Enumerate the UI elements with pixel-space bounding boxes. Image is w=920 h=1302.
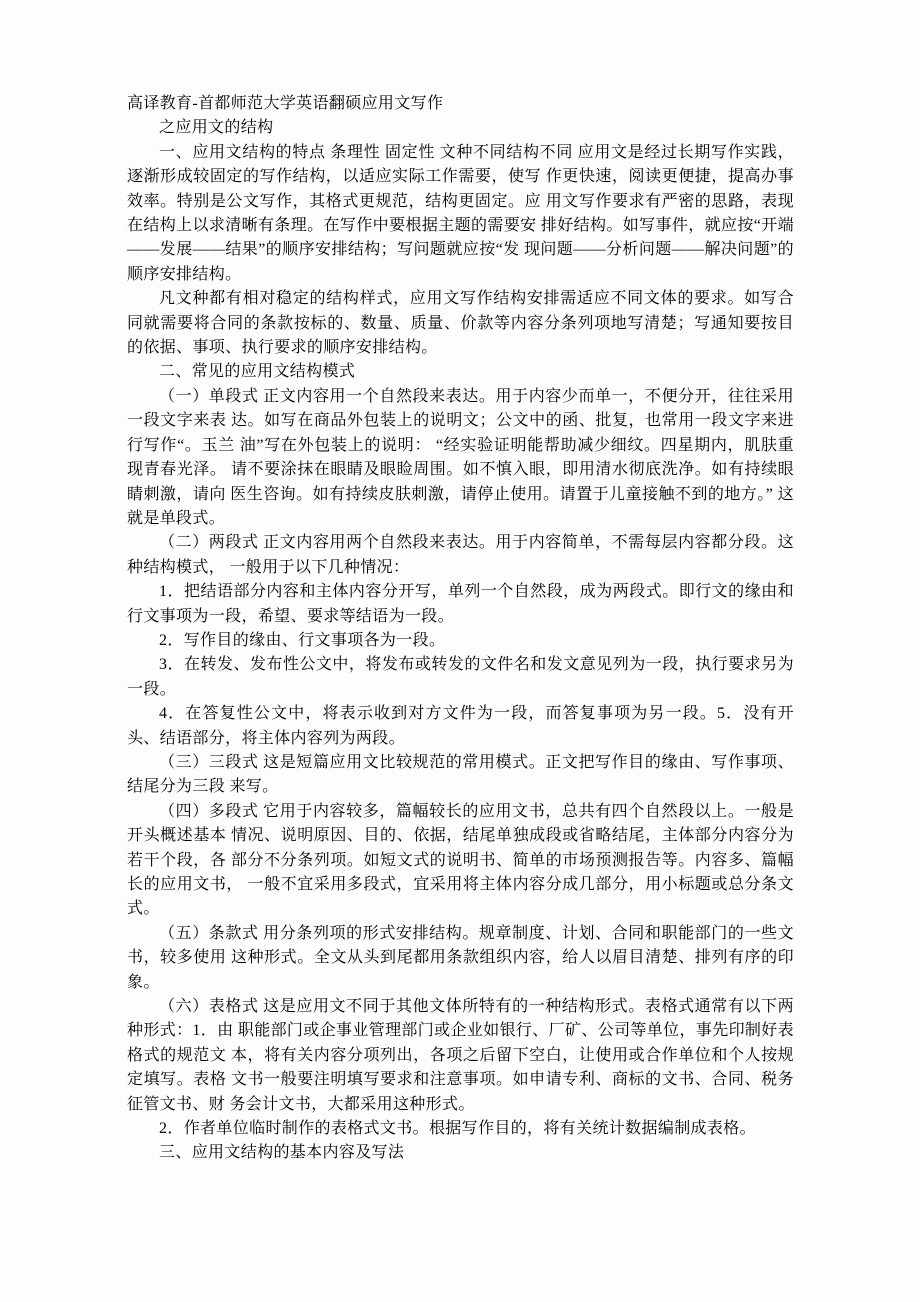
para-stable-structure: 凡文种都有相对稳定的结构样式，应用文写作结构安排需适应不同文体的要求。如写合同就需要将合同的条款按标的、数量、质量、价款等内容分条列项地写清楚；写通知要按目的依据、事项、执行要求的顺序安排结构。 bbox=[127, 290, 794, 357]
para-table-style: （六）表格式 这是应用文不同于其他文体所特有的一种结构形式。表格式通常有以下两种形式：1．由 职能部门或企事业管理部门或企业如银行、厂矿、公司等单位，事先印制好表格式的规范文 本，将有关内容分项列出，各项之后留下空白，让使用或合作单位和个人按规定填写。表格 文书一般要注明填写要求和注意事项。如申请专利、商标的文书、合同、税务征管文书、财 务会计文书，大都采用这种形式。 bbox=[127, 998, 794, 1113]
para-multi-paragraph-style: （四）多段式 它用于内容较多，篇幅较长的应用文书，总共有四个自然段以上。一般是开头概述基本 情况、说明原因、目的、依据，结尾单独成段或省略结尾，主体部分内容分为若干个段，各 部分不分条列项。如短文式的说明书、简单的市场预测报告等。内容多、篇幅长的应用文书， 一般不宜采用多段式，宜采用将主体内容分成几部分，用小标题或总分条文式。 bbox=[127, 802, 794, 918]
para-clause-style: （五）条款式 用分条列项的形式安排结构。规章制度、计划、合同和职能部门的一些文书，较多使用 这种形式。全文从头到尾都用条款组织内容，给人以眉目清楚、排列有序的印象。 bbox=[127, 924, 794, 991]
para-list-item-2: 2．写作目的缘由、行文事项各为一段。 bbox=[159, 631, 446, 649]
para-three-paragraph-style: （三）三段式 这是短篇应用文比较规范的常用模式。正文把写作目的缘由、写作事项、结尾分为三段 来写。 bbox=[127, 753, 794, 796]
para-two-paragraph-style: （二）两段式 正文内容用两个自然段来表达。用于内容简单，不需每层内容都分段。这种结构模式， 一般用于以下几种情况： bbox=[127, 534, 794, 576]
document-page bbox=[127, 92, 794, 1166]
heading-section2: 二、常见的应用文结构模式 bbox=[159, 363, 356, 381]
para-list-item-4-5: 4．在答复性公文中，将表示收到对方文件为一段，而答复事项为另一段。5．没有开头、结语部分，将主体内容列为两段。 bbox=[127, 705, 794, 747]
para-section1-features: 一、应用文结构的特点 条理性 固定性 文种不同结构不同 应用文是经过长期写作实践，逐渐形成较固定的写作结构，以适应实际工作需要，使写 作更快速，阅读更便捷，提高办事效率。特别是公文写作，其格式更规范，结构更固定。应 用文写作要求有严密的思路，表现在结构上以求清晰有条理。在写作中要根据主题的需要安 排好结构。如写事件，就应按“开端——发展——结果”的顺序安排结构；写问题就应按“发 现问题——分析问题——解决问题”的顺序安排结构。 bbox=[127, 143, 794, 283]
para-list-item-1: 1．把结语部分内容和主体内容分开写，单列一个自然段，成为两段式。即行文的缘由和行文事项为一段，希望、要求等结语为一段。 bbox=[127, 583, 794, 625]
doc-header-line: 高译教育-首都师范大学英语翻硕应用文写作 bbox=[127, 95, 444, 112]
heading-section3: 三、应用文结构的基本内容及写法 bbox=[159, 1144, 405, 1162]
doc-subtitle: 之应用文的结构 bbox=[159, 119, 274, 137]
para-list-item-3: 3．在转发、发布性公文中，将发布或转发的文件名和发文意见列为一段，执行要求另为一段。 bbox=[127, 656, 794, 698]
para-table-item-2: 2．作者单位临时制作的表格式文书。根据写作目的，将有关统计数据编制成表格。 bbox=[159, 1120, 756, 1138]
para-single-paragraph-style: （一）单段式 正文内容用一个自然段来表达。用于内容少而单一，不便分开，往往采用一段文字来表 达。如写在商品外包装上的说明文；公文中的函、批复，也常用一段文字来进行写作“。玉兰 油”写在外包装上的说明： “经实验证明能帮助减少细纹。四星期内，肌肤重现青春光泽。 请不要涂抹在眼睛及眼睑周围。如不慎入眼，即用清水彻底洗净。如有持续眼睛刺激，请向 医生咨询。如有持续皮肤刺激，请停止使用。请置于儿童接触不到的地方。” 这就是单段式。 bbox=[127, 387, 794, 527]
